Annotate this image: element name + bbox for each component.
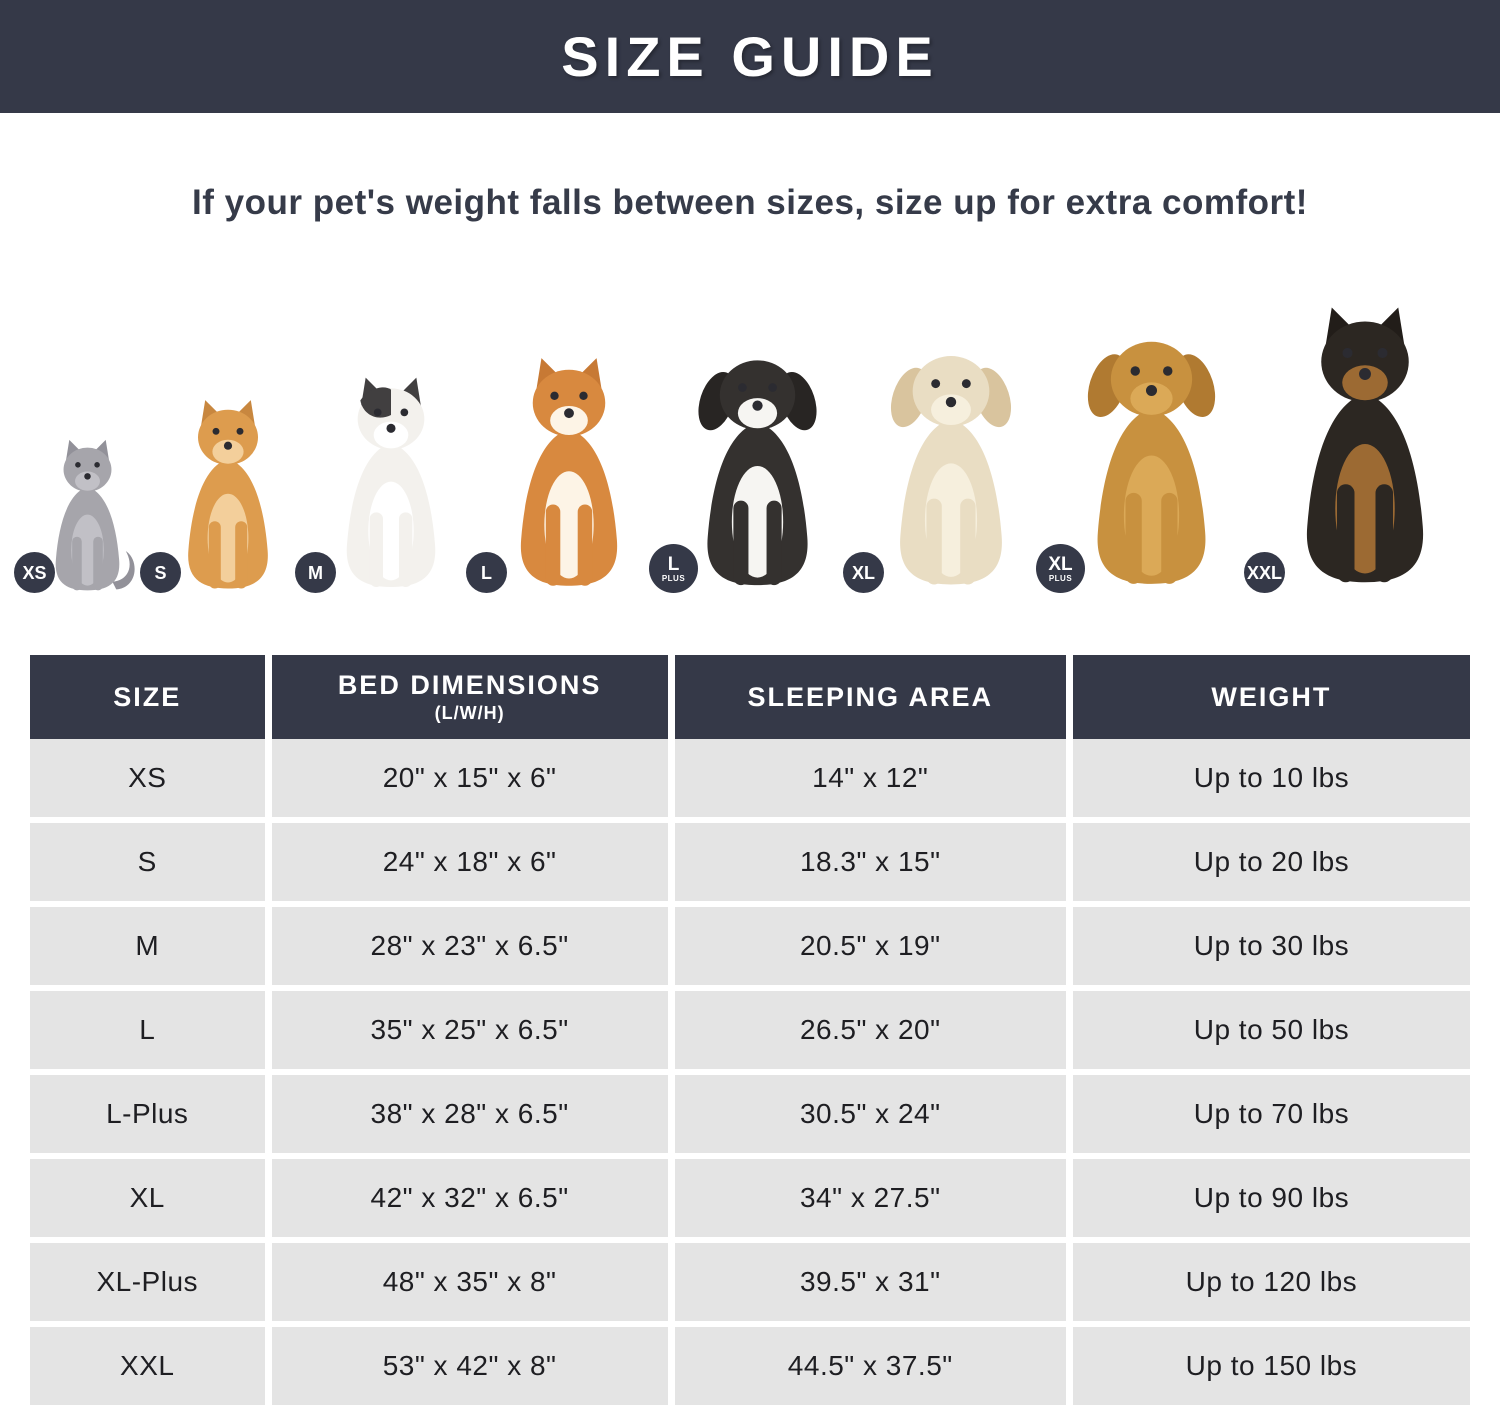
column-header-label: SIZE <box>113 681 182 712</box>
size-badge-label: XL <box>1048 553 1073 575</box>
bed-dimensions-cell: 53" x 42" x 8" <box>272 1327 668 1405</box>
bed-dimensions-cell: 20" x 15" x 6" <box>272 739 668 817</box>
table-row <box>30 991 1470 1069</box>
size-badge-L-plus <box>649 544 698 593</box>
pet-golden-retriever <box>1048 323 1249 601</box>
size-badge-label: L <box>481 562 492 583</box>
bed-dimensions-cell: 28" x 23" x 6.5" <box>272 907 668 985</box>
size-badge-label: S <box>154 562 167 583</box>
weight-cell: Up to 20 lbs <box>1073 823 1470 901</box>
table-row <box>30 739 1470 817</box>
size-table-body <box>30 739 1470 1405</box>
size-cell: XS <box>30 739 265 817</box>
weight-cell: Up to 70 lbs <box>1073 1075 1470 1153</box>
size-badge-XS <box>14 552 55 593</box>
bed-dimensions-cell: 24" x 18" x 6" <box>272 823 668 901</box>
size-badge-XL <box>843 552 884 593</box>
column-header-label: SLEEPING AREA <box>747 681 994 712</box>
column-header-bed-dimensions <box>272 655 668 739</box>
pet-shiba-inu <box>482 353 656 601</box>
table-row <box>30 1159 1470 1237</box>
size-table <box>30 655 1470 1405</box>
table-row <box>30 1243 1470 1321</box>
size-badge-XL-plus <box>1036 544 1085 593</box>
sleeping-area-cell: 18.3" x 15" <box>675 823 1066 901</box>
weight-cell: Up to 30 lbs <box>1073 907 1470 985</box>
table-row <box>30 907 1470 985</box>
column-header-weight <box>1073 655 1470 739</box>
size-badge-sublabel: PLUS <box>1048 573 1073 583</box>
header-bar <box>0 0 1500 113</box>
sleeping-area-cell: 30.5" x 24" <box>675 1075 1066 1153</box>
size-badge-label: M <box>308 562 323 583</box>
column-header-sleeping-area <box>675 655 1066 739</box>
sleeping-area-cell: 34" x 27.5" <box>675 1159 1066 1237</box>
size-cell: S <box>30 823 265 901</box>
size-cell: XL <box>30 1159 265 1237</box>
pet-cat <box>22 436 145 601</box>
sleeping-area-cell: 20.5" x 19" <box>675 907 1066 985</box>
size-cell: XL-Plus <box>30 1243 265 1321</box>
size-cell: M <box>30 907 265 985</box>
table-row <box>30 1327 1470 1405</box>
bed-dimensions-cell: 38" x 28" x 6.5" <box>272 1075 668 1153</box>
size-cell: L-Plus <box>30 1075 265 1153</box>
pet-french-bulldog <box>308 373 471 601</box>
size-badge-M <box>295 552 336 593</box>
sleeping-area-cell: 26.5" x 20" <box>675 991 1066 1069</box>
weight-cell: Up to 10 lbs <box>1073 739 1470 817</box>
size-badge-XXL <box>1244 552 1285 593</box>
column-header-label: BED DIMENSIONS <box>337 670 602 700</box>
pet-doberman <box>1246 301 1470 601</box>
weight-cell: Up to 50 lbs <box>1073 991 1470 1069</box>
table-row <box>30 823 1470 901</box>
bed-dimensions-cell: 35" x 25" x 6.5" <box>272 991 668 1069</box>
size-badge-label: XS <box>22 562 47 583</box>
size-badge-S <box>140 552 181 593</box>
table-header-row <box>30 655 1470 739</box>
sleeping-area-cell: 14" x 12" <box>675 739 1066 817</box>
column-header-label: WEIGHT <box>1211 681 1332 712</box>
bed-dimensions-cell: 48" x 35" x 8" <box>272 1243 668 1321</box>
pet-pomeranian <box>156 396 300 601</box>
size-badge-sublabel: PLUS <box>661 573 686 583</box>
sleeping-area-cell: 39.5" x 31" <box>675 1243 1066 1321</box>
size-badge-L <box>466 552 507 593</box>
pets-row <box>0 289 1500 601</box>
weight-cell: Up to 120 lbs <box>1073 1243 1470 1321</box>
size-cell: L <box>30 991 265 1069</box>
page-title: SIZE GUIDE <box>561 25 939 88</box>
pet-labrador <box>851 338 1043 601</box>
column-header-sublabel: (L/W/H) <box>434 703 505 723</box>
bed-dimensions-cell: 42" x 32" x 6.5" <box>272 1159 668 1237</box>
size-badge-label: XXL <box>1246 562 1282 583</box>
column-header-size <box>30 655 265 739</box>
table-row <box>30 1075 1470 1153</box>
size-badge-label: L <box>667 553 680 575</box>
subtitle-text: If your pet's weight falls between sizes, size up for extra comfort! <box>192 183 1308 222</box>
size-badge-label: XL <box>851 562 875 583</box>
sleeping-area-cell: 44.5" x 37.5" <box>675 1327 1066 1405</box>
size-cell: XXL <box>30 1327 265 1405</box>
weight-cell: Up to 90 lbs <box>1073 1159 1470 1237</box>
weight-cell: Up to 150 lbs <box>1073 1327 1470 1405</box>
pet-border-collie <box>661 343 848 601</box>
